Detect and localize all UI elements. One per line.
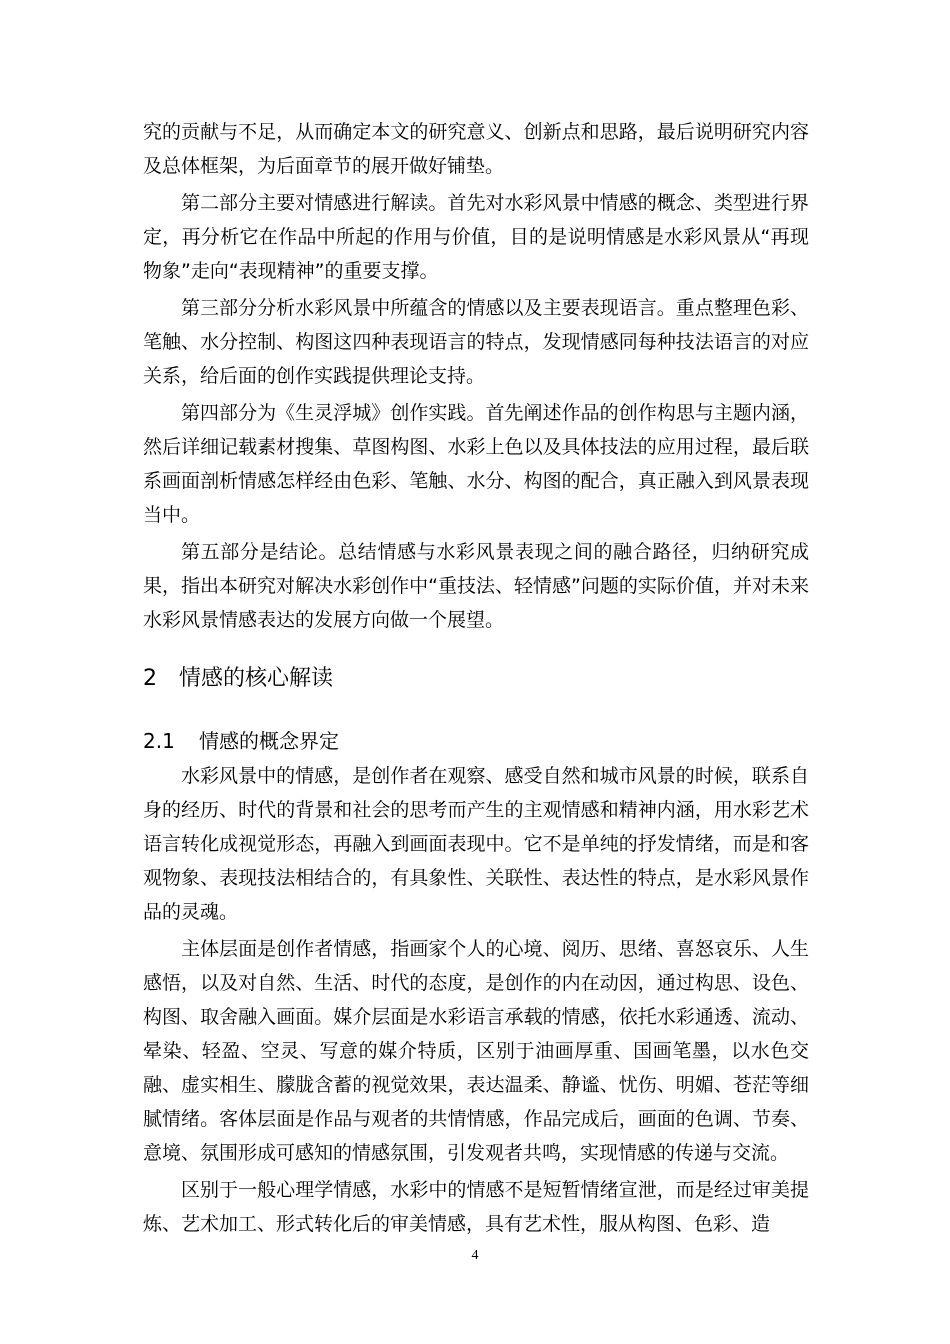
page-number: 4 xyxy=(471,1248,479,1263)
section-heading xyxy=(143,653,809,705)
page-body xyxy=(143,115,809,1244)
paragraph-emotion-layers: 主体层面是创作者情感，指画家个人的心境、阅历、思绪、喜怒哀乐、人生感悟，以及对自然、生活、时代的态度，是创作的内在动因，通过构思、设色、构图、取舍融入画面。媒介层面是水彩语言承载的情感，依托水彩通透、流动、晕染、轻盈、空灵、写意的媒介特质，区别于油画厚重、国画笔墨，以水色交融、虚实相生、朦胧含蓄的视觉效果，表达温柔、静谧、忧伤、明媚、苍茫等细腻情绪。客体层面是作品与观者的共情情感，作品完成后，画面的色调、节奏、意境、氛围形成可感知的情感氛围，引发观者共鸣，实现情感的传递与交流。 xyxy=(143,938,809,1164)
paragraph-emotion-distinction: 区别于一般心理学情感，水彩中的情感不是短暂情绪宣泄，而是经过审美提炼、艺术加工、形式转化后的审美情感，具有艺术性，服从构图、色彩、造 xyxy=(143,1179,809,1235)
subsection-number: 2.1 xyxy=(143,729,175,753)
paragraph-part-three: 第三部分分析水彩风景中所蕴含的情感以及主要表现语言。重点整理色彩、笔触、水分控制、构图这四种表现语言的特点，发现情感同每种技法语言的对应关系，给后面的创作实践提供理论支持。 xyxy=(143,297,809,387)
subsection-title: 情感的概念界定 xyxy=(199,729,339,753)
subsection-heading xyxy=(143,723,809,759)
paragraph-emotion-definition: 水彩风景中的情感，是创作者在观察、感受自然和城市风景的时候，联系自身的经历、时代的背景和社会的思考而产生的主观情感和精神内涵，用水彩艺术语言转化成视觉形态，再融入到画面表现中。它不是单纯的抒发情绪，而是和客观物象、表现技法相结合的，有具象性、关联性、表达性的特点，是水彩风景作品的灵魂。 xyxy=(143,765,809,923)
paragraph-part-four: 第四部分为《生灵浮城》创作实践。首先阐述作品的创作构思与主题内涵，然后详细记载素材搜集、草图构图、水彩上色以及具体技法的应用过程，最后联系画面剖析情感怎样经由色彩、笔触、水分、构图的配合，真正融入到风景表现当中。 xyxy=(143,402,809,526)
paragraph-intro-continued: 究的贡献与不足，从而确定本文的研究意义、创新点和思路，最后说明研究内容及总体框架，为后面章节的展开做好铺垫。 xyxy=(143,121,809,177)
section-title: 情感的核心解读 xyxy=(179,666,334,691)
section-number: 2 xyxy=(143,666,157,691)
paragraph-part-five: 第五部分是结论。总结情感与水彩风景表现之间的融合路径，归纳研究成果，指出本研究对解决水彩创作中“重技法、轻情感”问题的实际价值，并对未来水彩风景情感表达的发展方向做一个展望。 xyxy=(143,541,809,631)
paragraph-part-two: 第二部分主要对情感进行解读。首先对水彩风景中情感的概念、类型进行界定，再分析它在作品中所起的作用与价值，目的是说明情感是水彩风景从“再现物象”走向“表现精神”的重要支撑。 xyxy=(143,192,809,282)
